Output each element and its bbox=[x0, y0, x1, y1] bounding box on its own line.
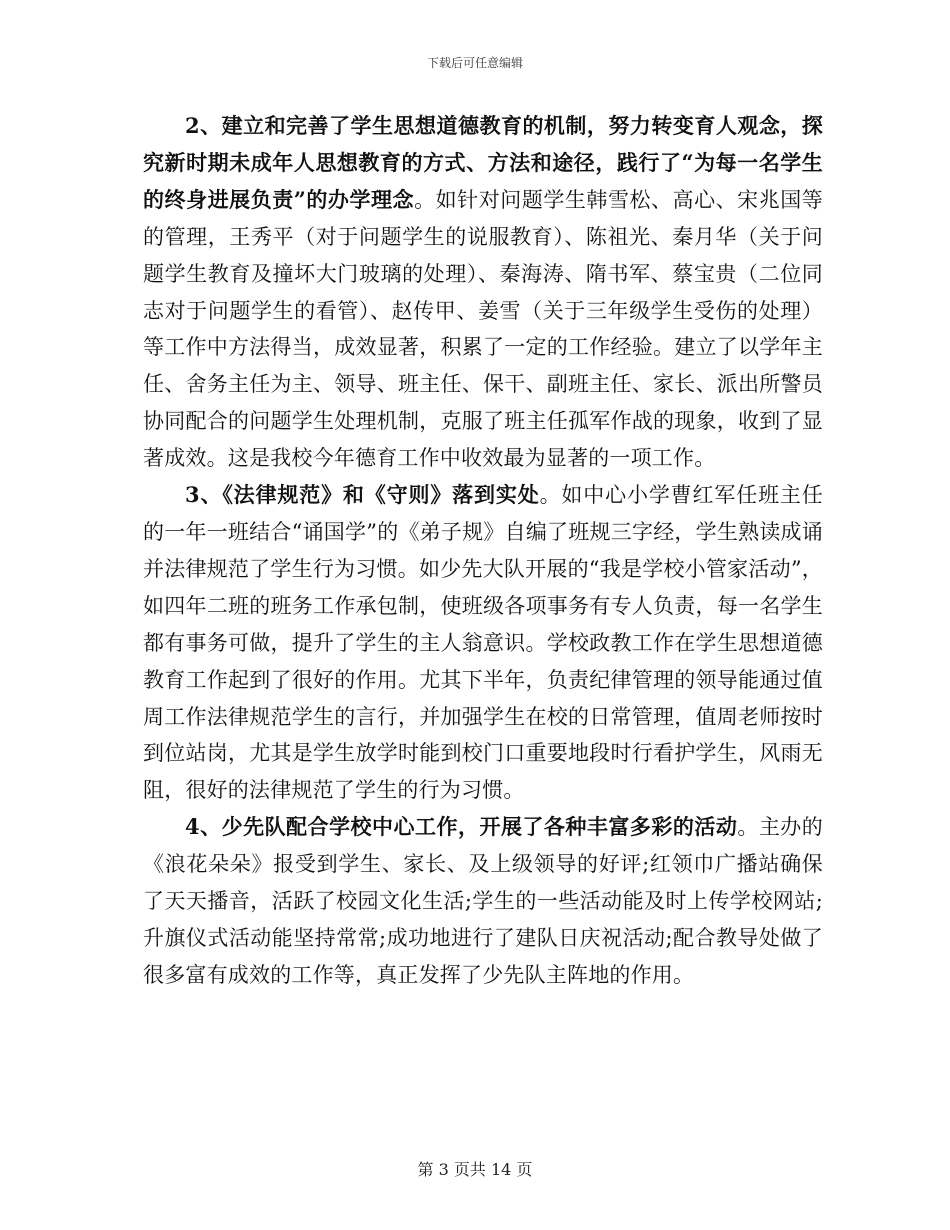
paragraph-heading: 4、少先队配合学校中心工作，开展了各种丰富多彩的活动 bbox=[185, 814, 738, 840]
paragraph-heading: 3、《法律规范》和《守则》落到实处 bbox=[185, 482, 540, 508]
paragraph-2 bbox=[143, 108, 823, 477]
page-header: 下载后可任意编辑 bbox=[426, 56, 523, 70]
document-body bbox=[143, 108, 823, 994]
paragraph-heading: 2、建立和完善了学生思想道德教育的机制，努力转变育人观念，探究新时期未成年人思想教育的方式、方法和途径，践行了“为每一名学生的终身进展负责”的办学理念 bbox=[143, 113, 823, 212]
page-footer: 第 3 页共 14 页 bbox=[417, 1160, 533, 1179]
paragraph-text: 。主办的《浪花朵朵》报受到学生、家长、及上级领导的好评;红领巾广播站确保了天天播音，活跃了校园文化生活;学生的一些活动能及时上传学校网站;升旗仪式活动能坚持常常;成功地进行了建队日庆祝活动;配合教导处做了很多富有成效的工作等，真正发挥了少先队主阵地的作用。 bbox=[143, 815, 823, 987]
paragraph-text: 。如中心小学曹红军任班主任的一年一班结合“诵国学”的《弟子规》自编了班规三字经，学生熟读成诵并法律规范了学生行为习惯。如少先大队开展的“我是学校小管家活动”，如四年二班的班务工作承包制，使班级各项事务有专人负责，每一名学生都有事务可做，提升了学生的主人翁意识。学校政教工作在学生思想道德教育工作起到了很好的作用。尤其下半年，负责纪律管理的领导能通过值周工作法律规范学生的言行，并加强学生在校的日常管理，值周老师按时到位站岗，尤其是学生放学时能到校门口重要地段时行看护学生，风雨无阻，很好的法律规范了学生的行为习惯。 bbox=[143, 483, 823, 803]
paragraph-4 bbox=[143, 809, 823, 994]
paragraph-text: 。如针对问题学生韩雪松、高心、宋兆国等的管理，王秀平（对于问题学生的说服教育）、陈祖光、秦月华（关于问题学生教育及撞坏大门玻璃的处理）、秦海涛、隋书军、蔡宝贵（二位同志对于问题学生的看管）、赵传甲、姜雪（关于三年级学生受伤的处理）等工作中方法得当，成效显著，积累了一定的工作经验。建立了以学年主任、舍务主任为主、领导、班主任、保干、副班主任、家长、派出所警员协同配合的问题学生处理机制，克服了班主任孤军作战的现象，收到了显著成效。这是我校今年德育工作中收效最为显著的一项工作。 bbox=[143, 187, 823, 471]
paragraph-3 bbox=[143, 477, 823, 809]
